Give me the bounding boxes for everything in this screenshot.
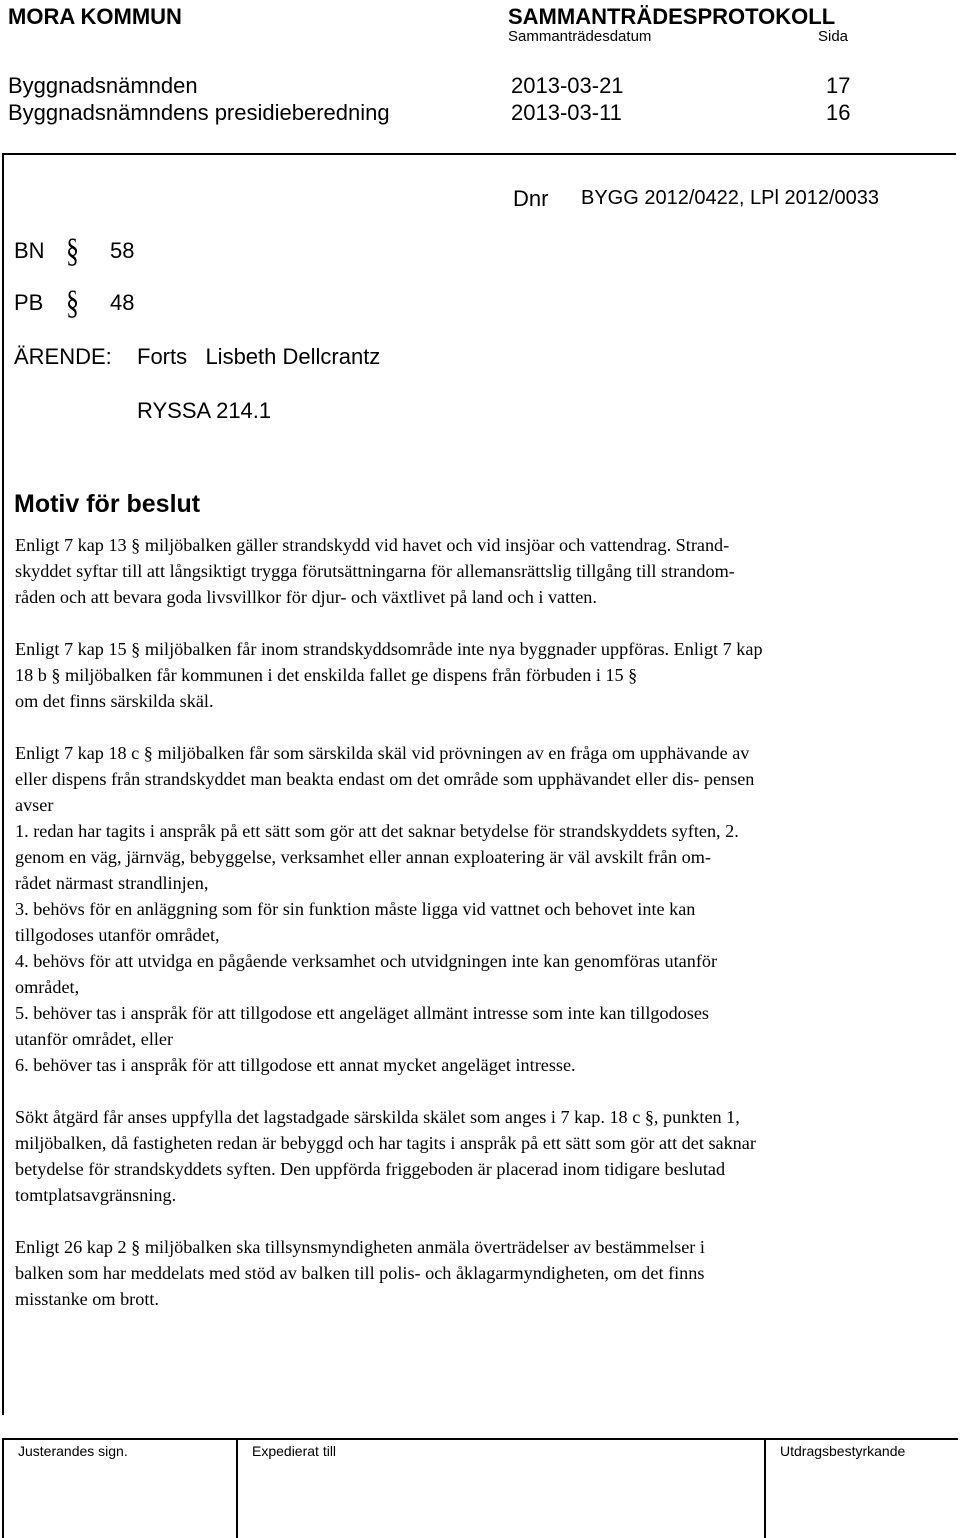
text-line — [15, 610, 935, 636]
signature-footer — [2, 1438, 958, 1536]
text-line: Enligt 7 kap 15 § miljöbalken får inom strandskyddsområde inte nya byggnader uppföras. Enligt 7 kap — [15, 639, 763, 659]
paragraph-icon: § — [66, 283, 79, 322]
text-line: misstanke om brott. — [15, 1289, 159, 1309]
meeting-date: 2013-03-11 — [511, 100, 622, 125]
text-line: Sökt åtgärd får anses uppfylla det lagstadgade särskilda skälet som anges i 7 kap. 18 c §, punkten 1, — [15, 1107, 740, 1127]
arende-value: Forts Lisbeth Dellcrantz — [137, 344, 381, 369]
text-line: rådet närmast strandlinjen, — [15, 873, 209, 893]
text-line: genom en väg, järnväg, bebyggelse, verksamhet eller annan exploatering är väl avskilt från om- — [15, 847, 711, 867]
text-line: 3. behövs för en anläggning som för sin funktion måste ligga vid vattnet och behovet inte kan — [15, 899, 696, 919]
text-line: skyddet syftar till att långsiktigt trygga förutsättningarna för allemansrättslig tillgång till strandom- — [15, 561, 735, 581]
text-line: tomtplatsavgränsning. — [15, 1185, 177, 1205]
text-line: balken som har meddelats med stöd av balken till polis- och åklagarmyndigheten, om det finns — [15, 1263, 705, 1283]
text-line: miljöbalken, då fastigheten redan är bebyggd och har tagits i anspråk på ett sätt som gör att det saknar — [15, 1133, 756, 1153]
justerandes-cell — [2, 1440, 236, 1538]
section-heading: Motiv för beslut — [14, 490, 201, 518]
arende-label: ÄRENDE: — [14, 344, 112, 369]
section-number: 58 — [110, 238, 135, 263]
dnr-label: Dnr — [513, 186, 549, 211]
text-line: avser — [15, 795, 54, 815]
text-line: Enligt 26 kap 2 § miljöbalken ska tillsynsmyndigheten anmäla överträdelser av bestämmelser i — [15, 1237, 705, 1257]
expedierat-label: Expedierat till — [252, 1443, 337, 1459]
document-type: SAMMANTRÄDESPROTOKOLL — [508, 4, 836, 29]
text-line: utanför området, eller — [15, 1029, 174, 1049]
text-line: råden och att bevara goda livsvillkor för djur- och växtlivet på land och i vatten. — [15, 587, 597, 607]
text-line: tillgodoses utanför området, — [15, 925, 220, 945]
text-line — [15, 714, 935, 740]
page-column-label: Sida — [818, 28, 849, 45]
meeting-body: Byggnadsnämndens presidieberedning — [8, 100, 390, 125]
text-line: området, — [15, 977, 80, 997]
text-line: Enligt 7 kap 13 § miljöbalken gäller strandskydd vid havet och vid insjöar och vattendrag. Strand- — [15, 535, 730, 555]
text-line: 4. behövs för att utvidga en pågående verksamhet och utvidgningen inte kan genomföras utanför — [15, 951, 718, 971]
organization-name: MORA KOMMUN — [8, 4, 182, 29]
meeting-page: 17 — [826, 73, 851, 98]
property-designation: RYSSA 214.1 — [137, 398, 272, 423]
section-code: PB — [14, 290, 44, 315]
text-line — [15, 1078, 935, 1104]
text-line: om det finns särskilda skäl. — [15, 691, 214, 711]
expedierat-cell — [236, 1440, 764, 1538]
text-line: 1. redan har tagits i anspråk på ett sätt som gör att det saknar betydelse för strandskyddets syften, 2. — [15, 821, 739, 841]
text-line: betydelse för strandskyddets syften. Den uppförda friggeboden är placerad inom tidigare beslutad — [15, 1159, 726, 1179]
justerandes-label: Justerandes sign. — [18, 1443, 128, 1459]
text-line: 5. behöver tas i anspråk för att tillgodose ett angeläget allmänt intresse som inte kan tillgodoses — [15, 1003, 709, 1023]
section-code: BN — [14, 238, 45, 263]
meeting-date: 2013-03-21 — [511, 73, 624, 98]
section-number: 48 — [110, 290, 135, 315]
meeting-page: 16 — [826, 100, 851, 125]
paragraph-icon: § — [66, 231, 79, 270]
utdrag-cell — [764, 1440, 958, 1538]
date-column-label: Sammanträdesdatum — [508, 28, 652, 45]
text-line: 18 b § miljöbalken får kommunen i det enskilda fallet ge dispens från förbuden i 15 § — [15, 665, 638, 685]
meeting-body: Byggnadsnämnden — [8, 73, 198, 98]
utdrag-label: Utdragsbestyrkande — [780, 1443, 906, 1459]
text-line — [15, 1208, 935, 1234]
text-line: eller dispens från strandskyddet man beakta endast om det område som upphävandet eller dis- pensen — [15, 769, 755, 789]
motiv-body — [15, 532, 935, 1312]
dnr-value: BYGG 2012/0422, LPl 2012/0033 — [581, 187, 880, 209]
text-line: 6. behöver tas i anspråk för att tillgodose ett annat mycket angeläget intresse. — [15, 1055, 576, 1075]
text-line: Enligt 7 kap 18 c § miljöbalken får som särskilda skäl vid prövningen av en fråga om upphävande av — [15, 743, 750, 763]
